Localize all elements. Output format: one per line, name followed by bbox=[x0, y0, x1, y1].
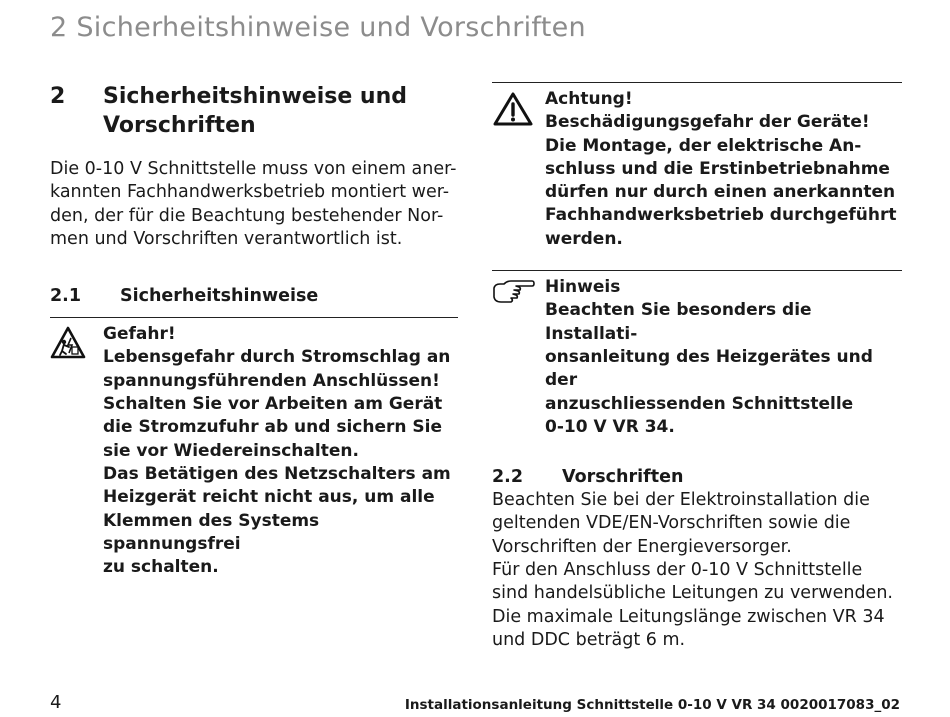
caution-text bbox=[545, 88, 902, 251]
text-line: Hinweis bbox=[545, 277, 621, 298]
text-line: Gefahr! bbox=[103, 324, 176, 345]
text-line: schluss und die Erstinbetriebnahme bbox=[545, 158, 890, 179]
text-line: geltenden VDE/EN-Vorschriften sowie die bbox=[492, 513, 851, 534]
electric-shock-warning-icon bbox=[50, 323, 103, 579]
text-line: men und Vorschriften verantwortlich ist. bbox=[50, 228, 403, 249]
text-line: Das Betätigen des Netzschalters am bbox=[103, 463, 451, 484]
text-line: onsanleitung des Heizgerätes und der bbox=[545, 346, 873, 391]
section-heading-2-1 bbox=[50, 285, 458, 308]
text-line: Achtung! bbox=[545, 89, 633, 109]
text-line: Die 0-10 V Schnittstelle muss von einem aner- bbox=[50, 159, 457, 179]
divider bbox=[492, 270, 902, 271]
text-line: Heizgerät reicht nicht aus, um alle bbox=[103, 487, 435, 508]
text-line: den, der für die Beachtung bestehender Nor- bbox=[50, 205, 444, 226]
text-line: spannungsführenden Anschlüssen! bbox=[103, 370, 440, 391]
text-line: Für den Anschluss der 0-10 V Schnittstelle bbox=[492, 560, 863, 581]
danger-text bbox=[103, 323, 458, 579]
caution-notice bbox=[492, 88, 902, 251]
chapter-number: 2 bbox=[50, 84, 66, 109]
pointing-hand-icon bbox=[492, 276, 545, 439]
text-line: Beachten Sie besonders die Installati- bbox=[545, 300, 812, 344]
text-line: Beschädigungsgefahr der Geräte! bbox=[545, 112, 870, 133]
text-line: Beachten Sie bei der Elektroinstallation die bbox=[492, 490, 870, 511]
text-line: Klemmen des Systems spannungsfrei bbox=[103, 510, 320, 554]
section-number: 2.1 bbox=[50, 286, 82, 307]
page-number: 4 bbox=[50, 692, 62, 713]
chapter-title-line: Sicherheitshinweise und bbox=[103, 84, 407, 109]
regulations-paragraph bbox=[492, 489, 902, 652]
text-line: Die Montage, der elektrische An- bbox=[545, 135, 862, 156]
exclamation-triangle-icon bbox=[492, 88, 545, 251]
text-line: sie vor Wiedereinschalten. bbox=[103, 440, 359, 461]
text-line: und DDC beträgt 6 m. bbox=[492, 629, 686, 650]
danger-notice bbox=[50, 323, 458, 579]
right-column bbox=[492, 82, 902, 652]
chapter-title bbox=[50, 82, 458, 140]
section-title: Vorschriften bbox=[562, 467, 684, 488]
divider bbox=[492, 82, 902, 83]
chapter-title-line: Vorschriften bbox=[103, 113, 256, 138]
left-column bbox=[50, 82, 458, 579]
text-line: die Stromzufuhr ab und sichern Sie bbox=[103, 417, 443, 438]
section-heading-2-2 bbox=[492, 466, 902, 489]
text-line: Lebensgefahr durch Stromschlag an bbox=[103, 347, 451, 368]
text-line: Schalten Sie vor Arbeiten am Gerät bbox=[103, 394, 443, 415]
text-line: sind handelsübliche Leitungen zu verwenden. bbox=[492, 583, 893, 604]
intro-paragraph bbox=[50, 158, 458, 251]
chapter-title-text bbox=[103, 82, 407, 140]
text-line: dürfen nur durch einen anerkannten bbox=[545, 182, 896, 203]
text-line: zu schalten. bbox=[103, 557, 219, 578]
text-line: 0-10 V VR 34. bbox=[545, 416, 675, 437]
text-line: Die maximale Leitungslänge zwischen VR 34 bbox=[492, 606, 885, 627]
document-info: Installationsanleitung Schnittstelle 0-10 V VR 34 0020017083_02 bbox=[404, 697, 900, 713]
section-number: 2.2 bbox=[492, 467, 524, 488]
section-title: Sicherheitshinweise bbox=[120, 286, 319, 307]
text-line: kannten Fachhandwerksbetrieb montiert wer- bbox=[50, 182, 450, 203]
text-line: Fachhandwerksbetrieb durchgeführt bbox=[545, 205, 897, 226]
text-line: anzuschliessenden Schnittstelle bbox=[545, 393, 854, 414]
divider bbox=[50, 317, 458, 318]
running-header: 2 Sicherheitshinweise und Vorschriften bbox=[50, 12, 586, 43]
text-line: Vorschriften der Energieversorger. bbox=[492, 536, 792, 557]
note-notice bbox=[492, 276, 902, 439]
note-text bbox=[545, 276, 902, 439]
text-line: werden. bbox=[545, 228, 623, 249]
